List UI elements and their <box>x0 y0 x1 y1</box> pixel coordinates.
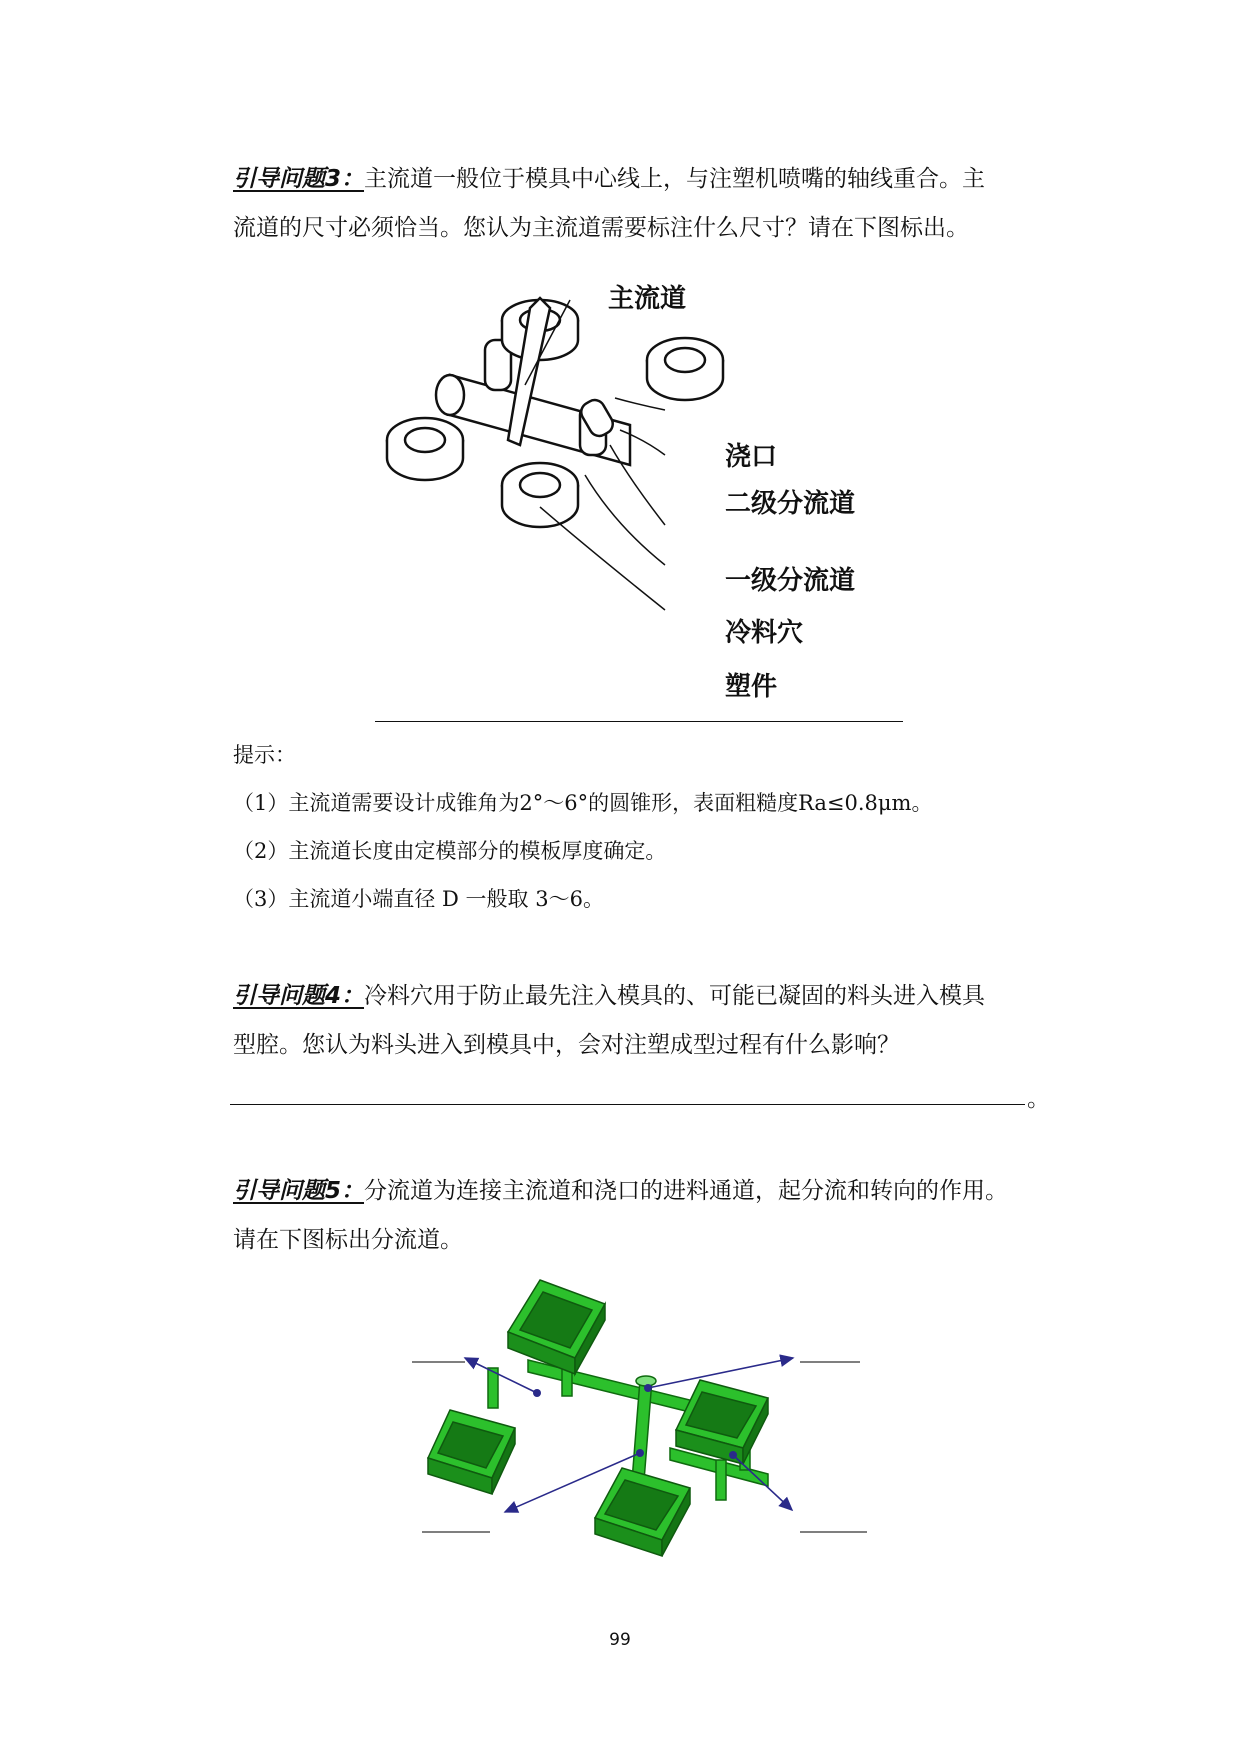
label-cold-slug-well: 冷料穴 <box>725 618 804 648</box>
q5-text2: 请在下图标出分流道。 <box>233 1227 463 1253</box>
hint-title: 提示： <box>233 743 296 767</box>
hint-item-2: （2）主流道长度由定模部分的模板厚度确定。 <box>233 839 667 863</box>
cavity-box-3 <box>676 1380 768 1464</box>
label-primary-runner: 一级分流道 <box>725 566 856 596</box>
q4-paragraph <box>233 972 1063 1070</box>
q3-answer-line <box>375 721 903 722</box>
q3-paragraph <box>233 155 1063 253</box>
label-secondary-runner: 二级分流道 <box>725 489 856 519</box>
q4-text1: 冷料穴用于防止最先注入模具的、可能已凝固的料头进入模具 <box>364 983 986 1009</box>
arrow-top-left <box>465 1358 537 1393</box>
q5-paragraph <box>233 1167 1063 1265</box>
q3-lead: 引导问题3： <box>233 166 365 192</box>
hint-item-3: （3）主流道小端直径 D 一般取 3～6。 <box>233 887 604 911</box>
q4-end-mark: 。 <box>1027 1086 1050 1112</box>
label-gate: 浇口 <box>725 442 778 472</box>
label-sprue: 主流道 <box>608 284 687 314</box>
q3-text2: 流道的尺寸必须恰当。您认为主流道需要标注什么尺寸？请在下图标出。 <box>233 215 969 241</box>
q5-lead: 引导问题5： <box>233 1178 365 1204</box>
q3-text1: 主流道一般位于模具中心线上，与注塑机喷嘴的轴线重合。主 <box>364 166 986 192</box>
runner-layout-figure <box>400 1270 900 1580</box>
cavity-box-4 <box>595 1468 690 1556</box>
cavity-box-1 <box>508 1280 605 1374</box>
label-plastic-part: 塑件 <box>725 672 778 702</box>
q4-text2: 型腔。您认为料头进入到模具中，会对注塑成型过程有什么影响？ <box>233 1032 900 1058</box>
hint-item-1: （1）主流道需要设计成锥角为2°～6°的圆锥形，表面粗糙度Ra≤0.8μm。 <box>233 791 933 815</box>
arrow-bottom-right <box>733 1455 792 1510</box>
arrow-top-right <box>648 1358 793 1388</box>
page-number: 99 <box>609 1630 631 1650</box>
q5-text1: 分流道为连接主流道和浇口的进料通道，起分流和转向的作用。 <box>364 1178 1009 1204</box>
q4-answer-line <box>230 1104 1025 1105</box>
q4-lead: 引导问题4： <box>233 983 365 1009</box>
cavity-box-2 <box>428 1410 515 1494</box>
